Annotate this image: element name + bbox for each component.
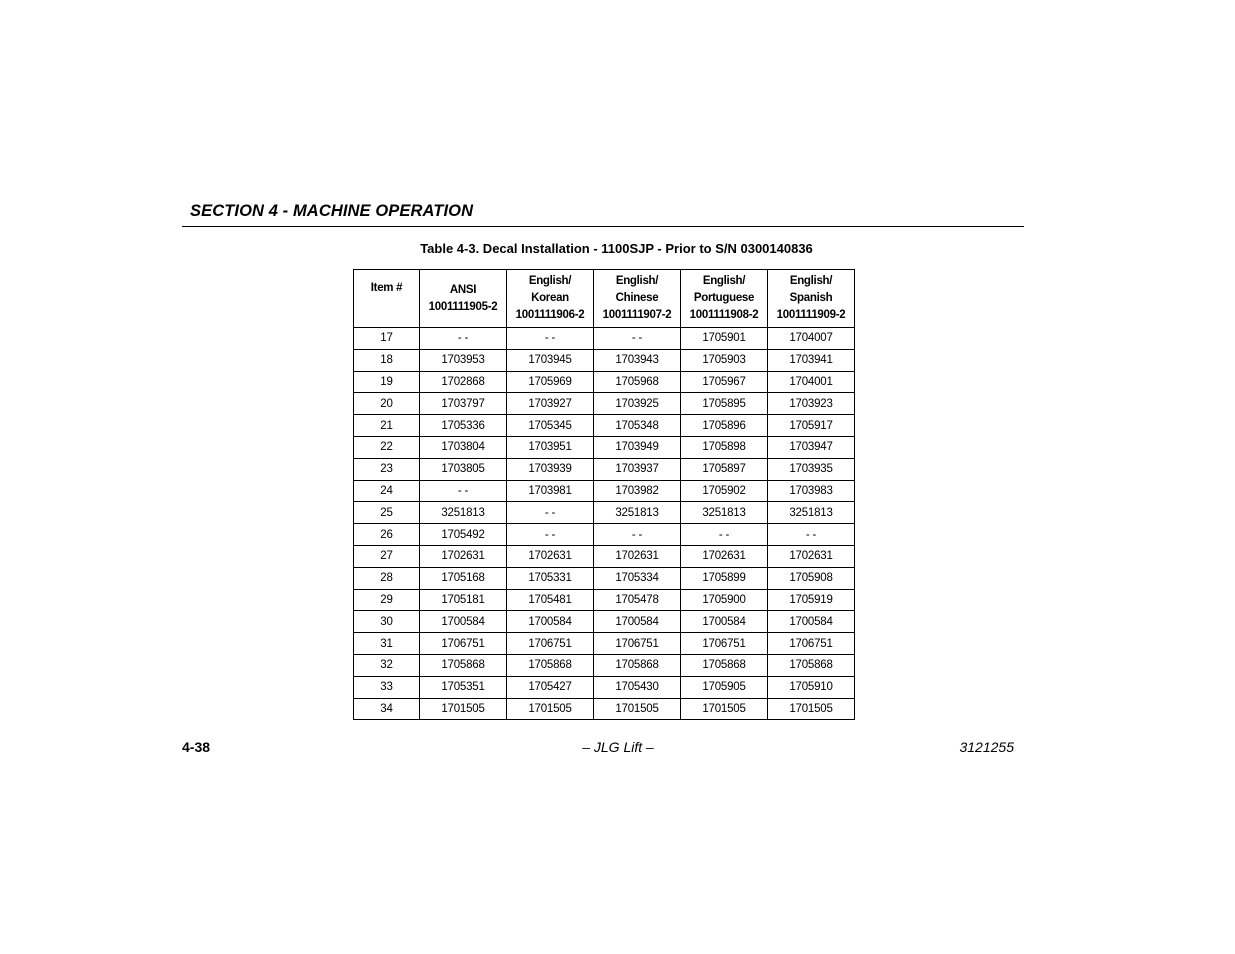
column-header-line: 1001111905-2 xyxy=(428,300,498,313)
decal-part-cell: 1702631 xyxy=(507,545,594,567)
decal-part-cell: - - xyxy=(507,502,594,524)
decal-part-cell: 1700584 xyxy=(594,611,681,633)
decal-part-cell: - - xyxy=(768,524,855,546)
decal-part-cell: - - xyxy=(420,480,507,502)
decal-part-cell: 1705868 xyxy=(681,654,768,676)
column-header-line: 1001111909-2 xyxy=(776,309,846,321)
column-header-line: English/ xyxy=(789,275,833,287)
decal-part-cell: 1705492 xyxy=(420,524,507,546)
decal-part-cell: 1705336 xyxy=(420,415,507,437)
item-number-cell: 27 xyxy=(354,545,420,567)
decal-part-cell: 1705351 xyxy=(420,676,507,698)
decal-part-cell: 3251813 xyxy=(594,502,681,524)
column-header-line: 1001111908-2 xyxy=(689,309,759,321)
decal-part-cell: 1701505 xyxy=(768,698,855,720)
decal-part-cell: 1702631 xyxy=(594,545,681,567)
column-header-line: ANSI xyxy=(449,283,477,296)
decal-part-cell: 1705331 xyxy=(507,567,594,589)
decal-part-cell: 1704007 xyxy=(768,328,855,350)
decal-part-cell: 1703949 xyxy=(594,436,681,458)
header-rule xyxy=(182,226,1024,227)
decal-part-cell: 1705896 xyxy=(681,415,768,437)
decal-part-cell: 1701505 xyxy=(507,698,594,720)
item-number-cell: 26 xyxy=(354,524,420,546)
column-header-line: 1001111907-2 xyxy=(602,309,672,321)
column-header-item-number xyxy=(354,270,420,328)
decal-part-cell: 1705967 xyxy=(681,371,768,393)
item-number-cell: 33 xyxy=(354,676,420,698)
decal-part-cell: - - xyxy=(594,524,681,546)
decal-part-cell: 1705903 xyxy=(681,349,768,371)
decal-part-cell: 1706751 xyxy=(420,633,507,655)
item-number-cell: 32 xyxy=(354,654,420,676)
decal-part-cell: - - xyxy=(507,328,594,350)
doc-number: 3121255 xyxy=(959,739,1014,755)
decal-part-cell: 1703939 xyxy=(507,458,594,480)
column-header-line: English/ xyxy=(702,275,746,287)
decal-part-cell: 1703983 xyxy=(768,480,855,502)
decal-part-cell: 1701505 xyxy=(594,698,681,720)
decal-part-cell: 1705868 xyxy=(420,654,507,676)
decal-part-cell: 1703804 xyxy=(420,436,507,458)
decal-part-cell: 3251813 xyxy=(768,502,855,524)
decal-part-cell: 3251813 xyxy=(420,502,507,524)
table-row xyxy=(354,654,855,676)
column-header-line: English/ xyxy=(528,275,572,287)
decal-part-cell: 1700584 xyxy=(507,611,594,633)
decal-part-cell: 1703953 xyxy=(420,349,507,371)
decal-part-cell: 1705478 xyxy=(594,589,681,611)
decal-part-cell: - - xyxy=(507,524,594,546)
decal-part-cell: 1703937 xyxy=(594,458,681,480)
decal-part-cell: 1705168 xyxy=(420,567,507,589)
column-header-english-chinese xyxy=(594,270,681,328)
decal-part-cell: 1703927 xyxy=(507,393,594,415)
table-row xyxy=(354,436,855,458)
decal-part-cell: 1705427 xyxy=(507,676,594,698)
table-row xyxy=(354,393,855,415)
decal-part-cell: 1705895 xyxy=(681,393,768,415)
table-row xyxy=(354,545,855,567)
table-row xyxy=(354,502,855,524)
page-number: 4-38 xyxy=(182,739,211,755)
item-number-cell: 30 xyxy=(354,611,420,633)
item-number-cell: 17 xyxy=(354,328,420,350)
decal-part-cell: 1703951 xyxy=(507,436,594,458)
decal-part-cell: 1703935 xyxy=(768,458,855,480)
decal-part-cell: 1705899 xyxy=(681,567,768,589)
decal-part-cell: 1705902 xyxy=(681,480,768,502)
decal-table xyxy=(353,269,855,720)
decal-part-cell: 1702631 xyxy=(681,545,768,567)
decal-part-cell: 1705348 xyxy=(594,415,681,437)
decal-part-cell: 1705898 xyxy=(681,436,768,458)
table-row xyxy=(354,676,855,698)
decal-part-cell: 1705481 xyxy=(507,589,594,611)
decal-part-cell: 1706751 xyxy=(681,633,768,655)
decal-part-cell: 1703945 xyxy=(507,349,594,371)
decal-part-cell: 1705968 xyxy=(594,371,681,393)
decal-part-cell: 1703982 xyxy=(594,480,681,502)
decal-part-cell: 1705908 xyxy=(768,567,855,589)
decal-part-cell: 1701505 xyxy=(420,698,507,720)
decal-part-cell: 1705910 xyxy=(768,676,855,698)
header-row xyxy=(354,270,855,328)
table-title: Table 4-3. Decal Installation - 1100SJP - Prior to S/N 0300140836 xyxy=(420,241,813,256)
decal-part-cell: 1706751 xyxy=(768,633,855,655)
column-header-english-spanish xyxy=(768,270,855,328)
decal-part-cell: - - xyxy=(594,328,681,350)
decal-part-cell: 1705345 xyxy=(507,415,594,437)
column-header-ansi xyxy=(420,270,507,328)
column-header-line: Korean xyxy=(531,292,569,304)
decal-part-cell: 1705868 xyxy=(594,654,681,676)
decal-part-cell: 1702631 xyxy=(420,545,507,567)
table-body xyxy=(354,328,855,720)
table-row xyxy=(354,698,855,720)
decal-part-cell: 1702868 xyxy=(420,371,507,393)
decal-part-cell: 1703981 xyxy=(507,480,594,502)
table-row xyxy=(354,524,855,546)
footer-brand: – JLG Lift – xyxy=(582,739,654,755)
item-number-cell: 29 xyxy=(354,589,420,611)
section-header: SECTION 4 - MACHINE OPERATION xyxy=(190,202,474,220)
column-header-line: Spanish xyxy=(789,292,833,304)
decal-part-cell: 1705901 xyxy=(681,328,768,350)
decal-part-cell: 1706751 xyxy=(507,633,594,655)
table-row xyxy=(354,633,855,655)
table-row xyxy=(354,589,855,611)
decal-part-cell: 1703925 xyxy=(594,393,681,415)
item-number-cell: 23 xyxy=(354,458,420,480)
decal-part-cell: 1702631 xyxy=(768,545,855,567)
item-number-cell: 34 xyxy=(354,698,420,720)
table-row xyxy=(354,567,855,589)
column-header-line: English/ xyxy=(615,275,659,287)
item-number-cell: 22 xyxy=(354,436,420,458)
table-row xyxy=(354,371,855,393)
decal-part-cell: 1705900 xyxy=(681,589,768,611)
item-number-cell: 21 xyxy=(354,415,420,437)
decal-part-cell: 1705897 xyxy=(681,458,768,480)
decal-part-cell: 1703947 xyxy=(768,436,855,458)
decal-part-cell: 1700584 xyxy=(681,611,768,633)
column-header-line: Portuguese xyxy=(693,292,755,304)
table-row xyxy=(354,328,855,350)
column-header-english-korean xyxy=(507,270,594,328)
decal-part-cell: 1705430 xyxy=(594,676,681,698)
decal-part-cell: - - xyxy=(420,328,507,350)
decal-part-cell: 1705868 xyxy=(507,654,594,676)
table-row xyxy=(354,349,855,371)
decal-part-cell: 1700584 xyxy=(420,611,507,633)
column-header-line: 1001111906-2 xyxy=(515,309,585,321)
decal-part-cell: 1705905 xyxy=(681,676,768,698)
decal-part-cell: 1703805 xyxy=(420,458,507,480)
table-row xyxy=(354,611,855,633)
item-number-cell: 18 xyxy=(354,349,420,371)
decal-part-cell: 1705917 xyxy=(768,415,855,437)
column-header-line: Item # xyxy=(370,282,403,294)
column-header-english-portuguese xyxy=(681,270,768,328)
table-row xyxy=(354,480,855,502)
decal-part-cell: 1705334 xyxy=(594,567,681,589)
decal-part-cell: 1704001 xyxy=(768,371,855,393)
decal-part-cell: 1703941 xyxy=(768,349,855,371)
decal-part-cell: 1703797 xyxy=(420,393,507,415)
item-number-cell: 31 xyxy=(354,633,420,655)
decal-part-cell: 1706751 xyxy=(594,633,681,655)
column-header-line: Chinese xyxy=(615,292,659,304)
decal-part-cell: 1701505 xyxy=(681,698,768,720)
decal-part-cell: - - xyxy=(681,524,768,546)
decal-part-cell: 1703943 xyxy=(594,349,681,371)
decal-part-cell: 1705969 xyxy=(507,371,594,393)
decal-part-cell: 1705868 xyxy=(768,654,855,676)
item-number-cell: 20 xyxy=(354,393,420,415)
table-row xyxy=(354,458,855,480)
decal-part-cell: 1705181 xyxy=(420,589,507,611)
decal-part-cell: 3251813 xyxy=(681,502,768,524)
table-row xyxy=(354,415,855,437)
item-number-cell: 28 xyxy=(354,567,420,589)
item-number-cell: 24 xyxy=(354,480,420,502)
item-number-cell: 25 xyxy=(354,502,420,524)
decal-part-cell: 1700584 xyxy=(768,611,855,633)
decal-part-cell: 1705919 xyxy=(768,589,855,611)
decal-part-cell: 1703923 xyxy=(768,393,855,415)
item-number-cell: 19 xyxy=(354,371,420,393)
